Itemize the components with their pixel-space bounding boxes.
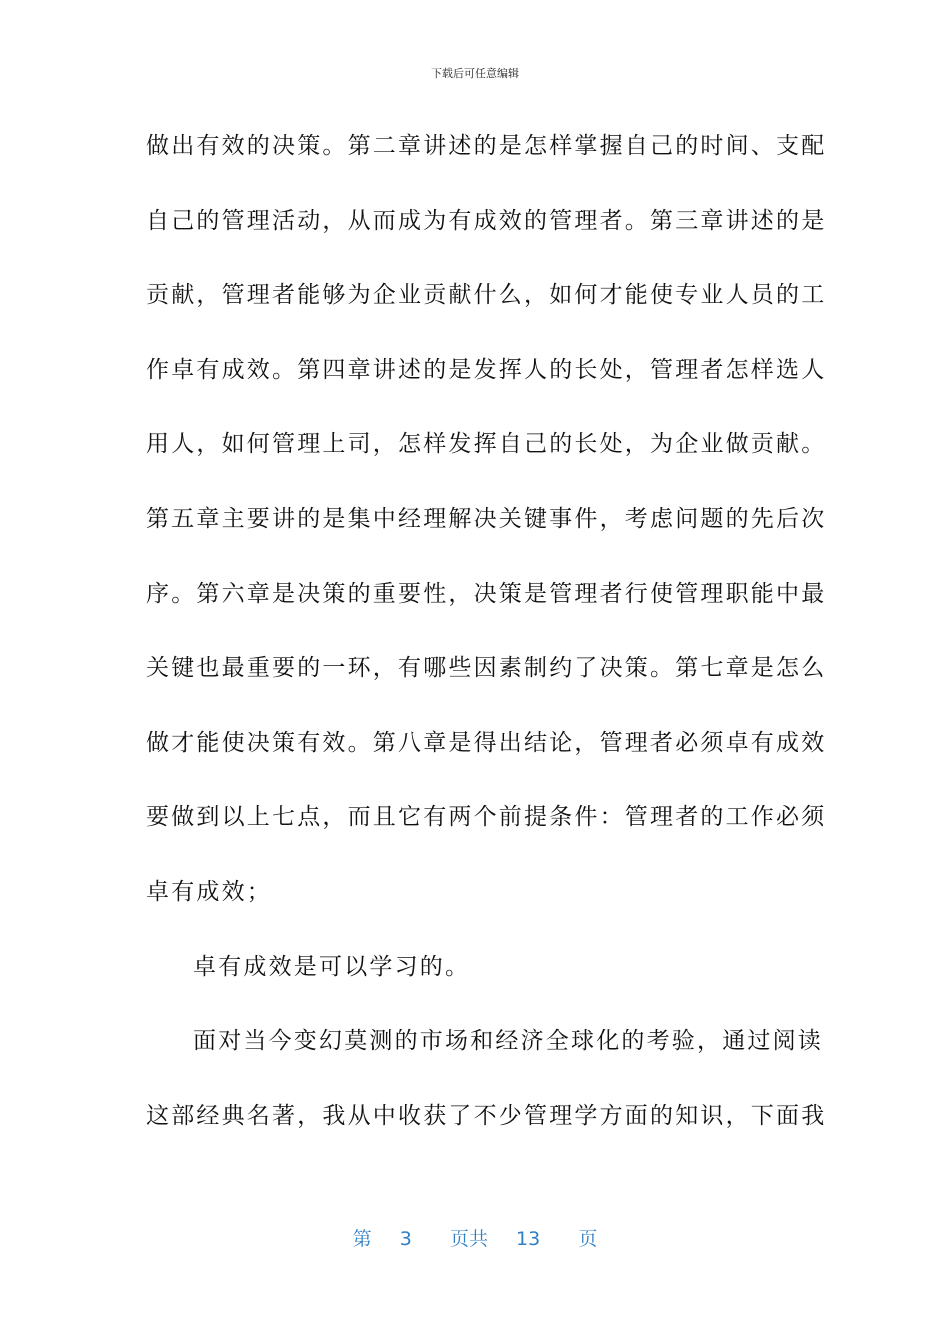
text-line: 卓有成效； xyxy=(146,878,272,905)
page-header: 下载后可任意编辑 xyxy=(431,67,519,80)
text-line: 序。第六章是决策的重要性，决策是管理者行使管理职能中最 xyxy=(146,580,827,607)
current-page-number: 3 xyxy=(399,1228,412,1250)
page-prefix: 第 xyxy=(352,1228,372,1250)
text-line: 第五章主要讲的是集中经理解决关键事件，考虑问题的先后次 xyxy=(146,505,827,532)
text-line: 做出有效的决策。第二章讲述的是怎样掌握自己的时间、支配 xyxy=(146,133,827,159)
document-body xyxy=(146,120,827,1164)
page-footer xyxy=(0,1226,950,1252)
paragraph-line: 卓有成效是可以学习的。 xyxy=(193,953,471,980)
text-line: 做才能使决策有效。第八章是得出结论，管理者必须卓有成效 xyxy=(146,729,827,756)
text-line: 贡献，管理者能够为企业贡献什么，如何才能使专业人员的工 xyxy=(146,282,827,309)
text-line: 自己的管理活动，从而成为有成效的管理者。第三章讲述的是 xyxy=(146,207,827,234)
total-pages-number: 13 xyxy=(516,1228,541,1250)
text-line: 作卓有成效。第四章讲述的是发挥人的长处，管理者怎样选人 xyxy=(146,356,827,383)
page-suffix: 页 xyxy=(578,1228,598,1250)
text-line: 用人，如何管理上司，怎样发挥自己的长处，为企业做贡献。 xyxy=(146,431,827,458)
page-middle-text: 页共 xyxy=(449,1228,488,1250)
text-line: 要做到以上七点，而且它有两个前提条件：管理者的工作必须 xyxy=(146,804,827,831)
paragraph-line: 面对当今变幻莫测的市场和经济全球化的考验，通过阅读 xyxy=(193,1028,823,1055)
text-line: 这部经典名著，我从中收获了不少管理学方面的知识，下面我 xyxy=(146,1102,827,1129)
text-line: 关键也最重要的一环，有哪些因素制约了决策。第七章是怎么 xyxy=(146,655,827,682)
